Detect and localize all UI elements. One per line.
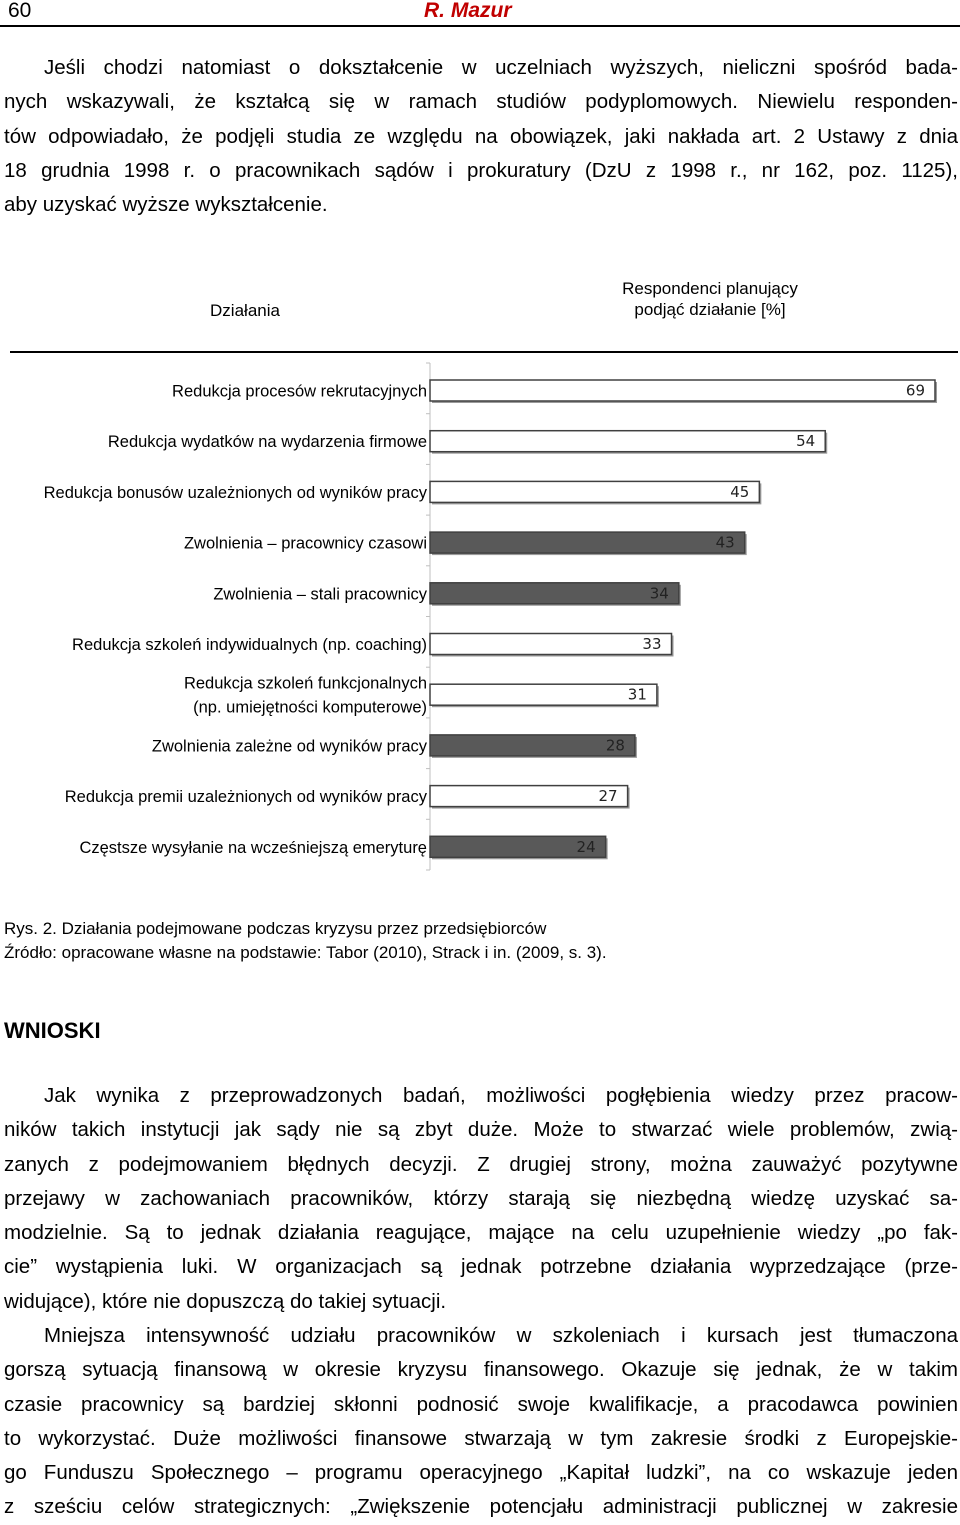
bar-chart [0, 355, 960, 875]
text-line: zanych z podejmowaniem błędnych decyzji. Z drugiej strony, można zauważyć pozytywne [4, 1152, 958, 1176]
text-line: przejawy w zachowaniach pracowników, którzy starają się niezbędną wiedzę uzyskać sa- [4, 1186, 958, 1210]
category-label: (np. umiejętności komputerowe) [193, 698, 427, 717]
column-header-respondents [560, 278, 860, 320]
bar-value-label: 24 [576, 837, 596, 856]
text-line: Jak wynika z przeprowadzonych badań, możliwości pogłębienia wiedzy przez pracow- [44, 1084, 958, 1107]
category-label: Redukcja premii uzależnionych od wyników pracy [64, 788, 427, 807]
text-line: Jeśli chodzi natomiast o dokształcenie w uczelniach wyższych, nieliczni spośród bada- [44, 56, 958, 79]
category-label: Zwolnienia zależne od wyników pracy [151, 737, 427, 756]
bar-value-label: 27 [598, 787, 618, 806]
category-label: Redukcja bonusów uzależnionych od wyników pracy [43, 483, 427, 502]
text-line: aby uzyskać wyższe wykształcenie. [4, 193, 328, 217]
text-line: cie” wystąpienia luki. W organizacjach są jednak potrzebne działania wyprzedzające (prze- [4, 1255, 958, 1279]
column-header-line: podjąć działanie [%] [634, 300, 786, 319]
bar [430, 684, 657, 705]
figure-source: Źródło: opracowane własne na podstawie: Tabor (2010), Strack i in. (2009, s. 3). [4, 943, 607, 962]
bar-value-label: 28 [605, 736, 625, 755]
text-line: widujące), które nie dopuszczą do takiej sytuacji. [4, 1289, 447, 1313]
bar [430, 431, 825, 452]
text-line: go Funduszu Społecznego – programu operacyjnego „Kapitał ludzki”, na co wskazuje jeden [4, 1461, 958, 1485]
text-line: Mniejsza intensywność udziału pracowników w szkoleniach i kursach jest tłumaczona [44, 1324, 958, 1347]
category-label: Redukcja procesów rekrutacyjnych [172, 382, 427, 401]
table-rule [10, 351, 958, 353]
text-line: z sześciu celów strategicznych: „Zwiększenie potencjału administracji publicznej w zakresie [4, 1495, 958, 1519]
bar-value-label: 45 [730, 482, 750, 501]
text-line: ników takich instytucji jak sądy nie są zbyt duże. Może to stwarzać wiele problemów, zwią- [4, 1118, 958, 1142]
bar-value-label: 34 [649, 584, 669, 603]
bar-value-label: 33 [642, 635, 662, 653]
bar [430, 380, 935, 401]
bar-value-label: 31 [627, 685, 647, 704]
bar [430, 532, 745, 553]
text-line: 18 grudnia 1998 r. o pracownikach sądów i prokuratury (DzU z 1998 r., nr 162, poz. 1125), [4, 158, 958, 182]
text-line: czasie pracownicy są bardziej skłonni podnosić swoje kwalifikacje, a pracodawca powinien [4, 1392, 958, 1416]
category-label: Redukcja szkoleń indywidualnych (np. coaching) [72, 636, 427, 654]
text-line: nych wskazywali, że kształcą się w ramach studiów podyplomowych. Niewielu responden- [4, 90, 958, 114]
final-paragraph [4, 1319, 958, 1525]
text-line: modzielnie. Są to jednak działania reagujące, mające na celu uzupełnienie wiedzy „po fak- [4, 1221, 958, 1245]
bar-value-label: 43 [715, 533, 735, 552]
figure-caption: Rys. 2. Działania podejmowane podczas kryzysu przez przedsiębiorców [4, 919, 547, 938]
text-line: to wykorzystać. Duże możliwości finansowe stwarzają w tym zakresie środki z Europejskie- [4, 1426, 958, 1450]
bar [430, 634, 672, 655]
section-title: WNIOSKI [4, 1018, 101, 1043]
text-line: tów odpowiadało, że podjęli studia ze względu na obowiązek, jaki nakłada art. 2 Ustawy z dnia [4, 124, 958, 148]
column-header-line: Respondenci planujący [622, 279, 798, 298]
bar-value-label: 69 [905, 381, 925, 400]
column-header-actions: Działania [210, 301, 280, 320]
bar [430, 583, 679, 604]
bar [430, 735, 635, 756]
category-label: Redukcja szkoleń funkcjonalnych [183, 674, 427, 693]
category-label: Zwolnienia – stali pracownicy [213, 585, 427, 604]
category-label: Zwolnienia – pracownicy czasowi [183, 534, 427, 553]
bar-value-label: 54 [796, 432, 816, 451]
running-head: R. Mazur [424, 0, 512, 22]
bar [430, 481, 759, 502]
text-line: gorszą sytuacją finansową w okresie kryzysu finansowego. Okazuje się jednak, że w takim [4, 1358, 958, 1382]
category-label: Redukcja wydatków na wydarzenia firmowe [107, 433, 427, 452]
page-header [0, 0, 960, 24]
header-rule [0, 25, 960, 27]
conclusion-paragraph [4, 1079, 958, 1319]
intro-paragraph [4, 51, 958, 222]
category-label: Częstsze wysyłanie na wcześniejszą emeryturę [79, 838, 427, 857]
page-number: 60 [8, 0, 32, 22]
